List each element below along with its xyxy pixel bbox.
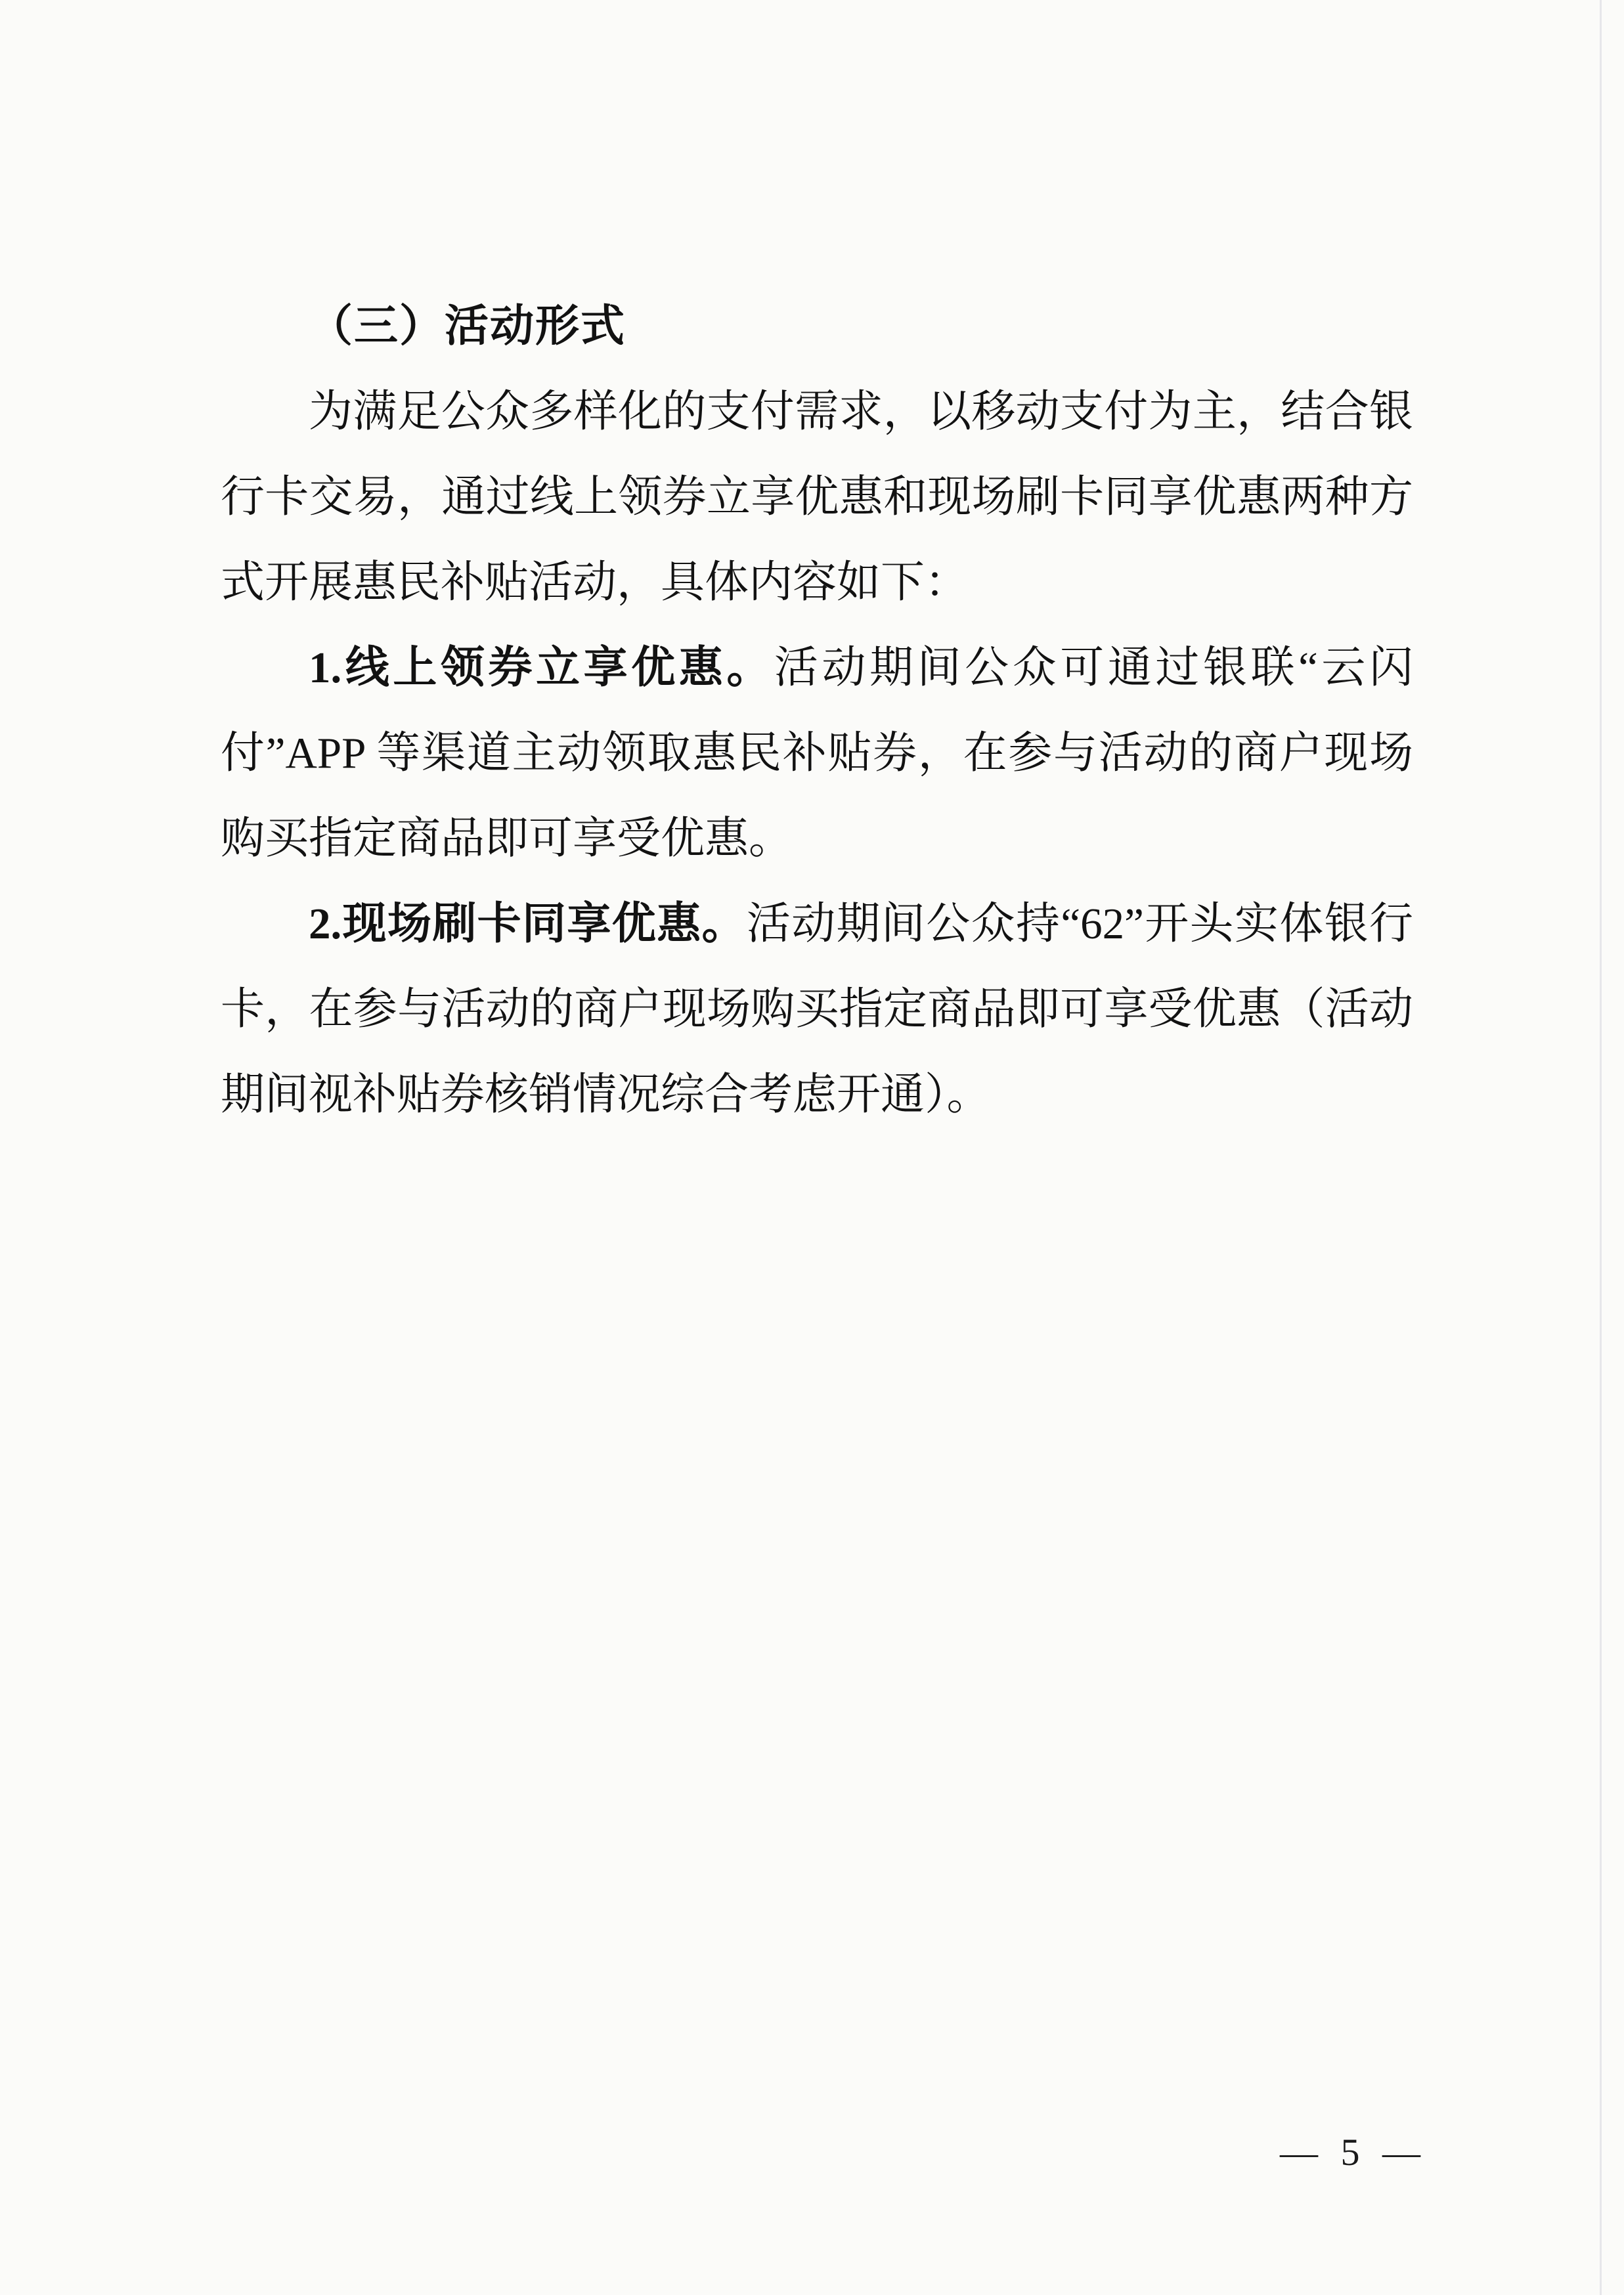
list-item-1-lead: 1.线上领券立享优惠。 (309, 644, 774, 692)
section-heading: （三）活动形式 (309, 302, 626, 351)
intro-paragraph: 为满足公众多样化的支付需求，以移动支付为主，结合银行卡交易，通过线上领券立享优惠和现场刷卡同享优惠两种方式开展惠民补贴活动，具体内容如下： (221, 387, 1413, 607)
list-item-2-text: 活动期间公众持“62”开头实体银行卡，在参与活动的商户现场购买指定商品即可享受优惠（活动期间视补贴券核销情况综合考虑开通）。 (221, 900, 1413, 1119)
scan-edge-line (1600, 0, 1602, 2295)
document-body (221, 284, 1413, 1137)
list-item-1-text: 活动期间公众可通过银联“云闪付”APP 等渠道主动领取惠民补贴券，在参与活动的商户现场购买指定商品即可享受优惠。 (221, 644, 1413, 863)
page-number: — 5 — (1280, 2131, 1427, 2174)
list-item-2 (221, 881, 1413, 1137)
list-item-2-lead: 2.现场刷卡同享优惠。 (309, 900, 747, 948)
list-item-1 (221, 625, 1413, 881)
